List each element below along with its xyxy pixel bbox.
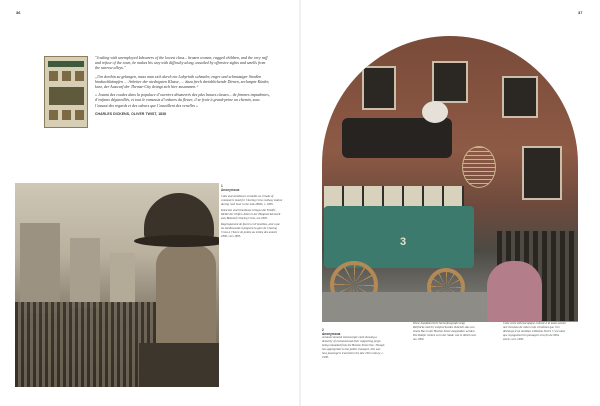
hat-brim <box>134 235 219 247</box>
book-gutter <box>299 0 301 406</box>
book-cover-image <box>44 56 88 128</box>
cover-vignette <box>75 71 84 81</box>
cover-vignette <box>62 71 71 81</box>
building <box>20 223 60 313</box>
caption-french: Cette carte stéréoscopique colorée à la main montre une livraison de robes et de crinolines que l’on décharge d’un omnibus à Hoxton Street. C’est ainsi que voyageaient les passagers à la fin du XIXe siècle, vers 1900. <box>503 321 566 341</box>
cover-vignette <box>62 110 71 120</box>
bus-advert-panel <box>324 186 464 208</box>
caption-german: Diese handkolorierte Stereofotografie zeigt Reifröcke und ihr entsprechendes Zubehör, das von einem Bus in der Hoxton Street ausgeladen werden. Die Käufer reisten so in der Stadt, wie es üblich war, um 1900. <box>413 321 477 341</box>
cover-band <box>48 61 84 67</box>
caption-number: 1 <box>221 184 223 188</box>
quote-german: „Um dorthin zu gelangen, muss man sich durch ein Labyrinth schmaler, enger und schmutziger Straßen hindurchkämpfen … Arbeiter der niedrigsten Klasse, … dazu frech dreinblickende Dirnen, zerlumpte Kinder, kurz, der Auswurf der Themse-City drängt sich hier zusammen.“ <box>95 73 270 90</box>
page-number-left: 36 <box>16 10 21 15</box>
building-window <box>522 146 562 200</box>
charing-cross-photo <box>15 183 219 387</box>
cover-vignette <box>49 71 58 81</box>
omnibus-photo <box>322 36 578 322</box>
face <box>156 245 216 355</box>
literary-quote <box>95 55 270 117</box>
bonnet <box>422 101 448 123</box>
building <box>110 253 135 303</box>
caption-number: 2 <box>322 328 324 332</box>
caption-author: Anonymous <box>221 187 240 192</box>
cover-vignette <box>75 110 84 120</box>
building-window <box>362 66 396 110</box>
crinoline-cage <box>462 146 496 188</box>
building-window <box>432 61 468 103</box>
caption-english: Cabs and omnibuses scramble as crowds of commuters head for Charing Cross railway station during rush hour in the mid-1890s, c. 1895. <box>221 193 283 206</box>
roof-passengers <box>342 118 452 158</box>
building-window <box>502 76 538 118</box>
man-in-bowler-hat <box>134 193 219 387</box>
caption-german: Kutschen und Omnibusse bringen die Träufle Mellie der Ohlfen Jahre in der Hauptverkehrszeit zum Bahnhof Charing Cross, um 1895. <box>221 208 281 220</box>
caption-author: Anonymous <box>322 332 341 336</box>
quote-english: "Jostling with unemployed labourers of the lowest class... brazen women, ragged children, and the very raff and refuse of the town, he makes his way with difficulty along, assailed by offensive sights and smells from the narrow alleys." <box>95 55 268 71</box>
quote-french: « Jouant des coudes dans la populace d’ouvriers désœuvrés des plus basses classes... de femmes impudentes, d’enfants déguenillés, et tout le ramassis d’ordures du fleuve, il se fraie à grand-peine un chemin, sous l’assaut des regards et des odeurs que l’assaillent des venelles » <box>95 92 270 108</box>
photo-caption-left <box>221 185 283 241</box>
crinoline-dress <box>487 261 542 322</box>
cover-vignette <box>49 110 58 120</box>
page-number-right: 37 <box>578 10 583 15</box>
building <box>70 238 100 308</box>
coat <box>139 343 219 387</box>
hat-crown <box>144 193 214 241</box>
omnibus-body <box>324 206 474 268</box>
bus-number: 3 <box>400 236 407 248</box>
caption-english: A hand-coloured stereoscopic card showing a dexterity of costumed and their supporting props being unloaded from the Hoxton Street line. Though less appropriate to the public transport, this was how passengers traveled in the late 19th century, c. 1900. <box>322 335 385 359</box>
caption-french: Regroupement de fiacres et d’omnibus, alors que les banlieusards rejoignent la gare de Charing Cross à l’heure de pointe au milieu des années 1890, vers 1895. <box>221 222 280 238</box>
quote-citation: CHARLES DICKENS, OLIVER TWIST, 1838 <box>95 111 167 116</box>
cover-illustration <box>49 87 84 105</box>
